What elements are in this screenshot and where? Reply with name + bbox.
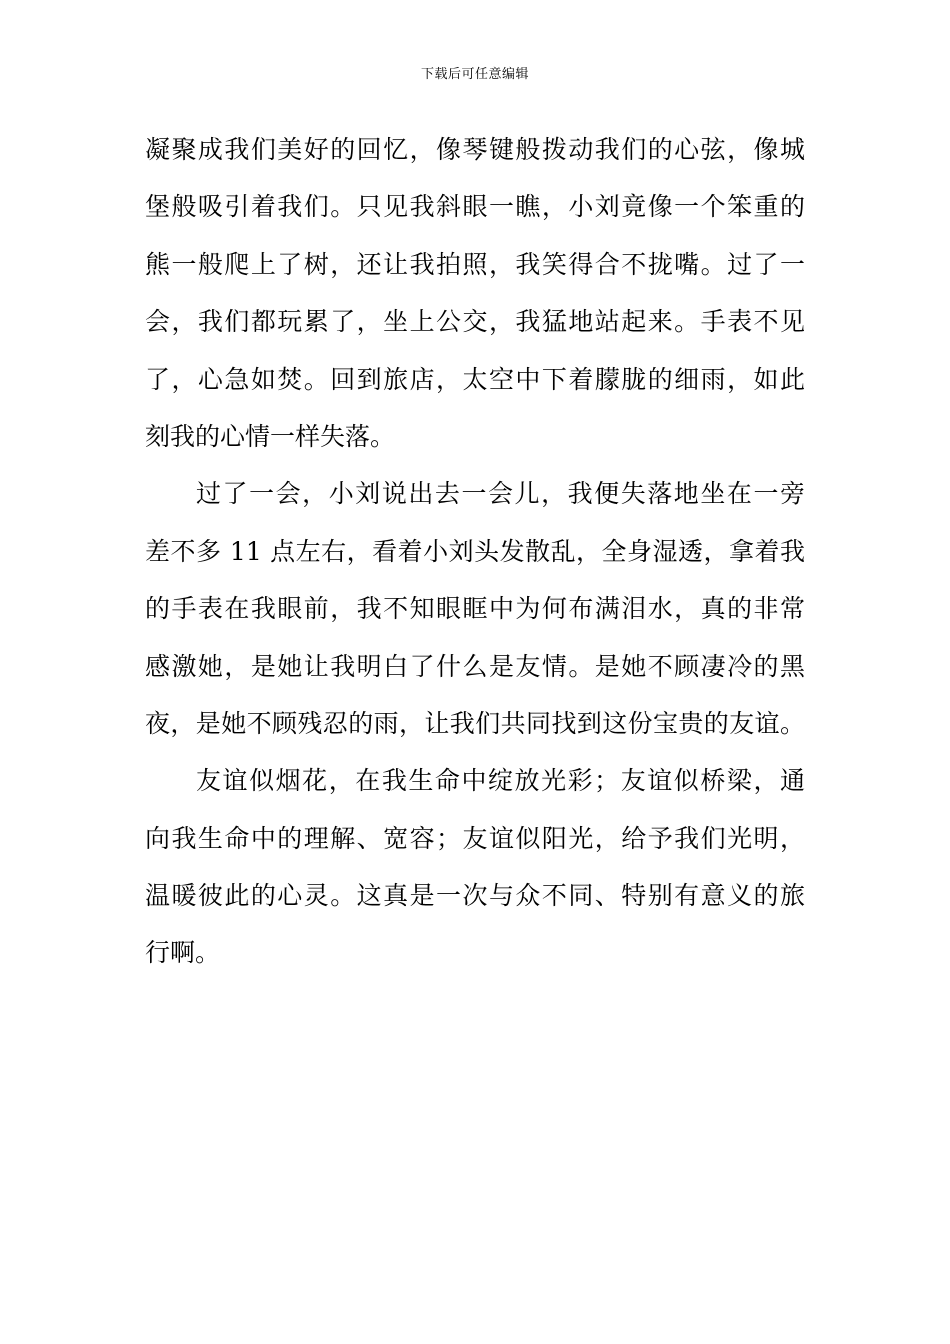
text-line: 向我生命中的理解、宽容；友谊似阳光，给予我们光明，	[145, 823, 805, 853]
text-line: 了，心急如焚。回到旅店，太空中下着朦胧的细雨，如此	[145, 364, 805, 394]
text-line: 会，我们都玩累了，坐上公交，我猛地站起来。手表不见	[145, 307, 805, 337]
text-line: 感激她，是她让我明白了什么是友情。是她不顾凄冷的黑	[145, 651, 805, 681]
page-header: 下载后可任意编辑	[420, 67, 529, 82]
text-line: 友谊似烟花，在我生命中绽放光彩；友谊似桥梁，通	[196, 766, 805, 796]
document-body	[145, 130, 805, 991]
text-line: 堡般吸引着我们。只见我斜眼一瞧，小刘竟像一个笨重的	[145, 192, 805, 222]
paragraph	[145, 474, 805, 761]
text-line: 刻我的心情一样失落。	[145, 421, 396, 451]
paragraph	[145, 130, 805, 474]
text-line: 熊一般爬上了树，还让我拍照，我笑得合不拢嘴。过了一	[145, 249, 805, 279]
text-line: 差不多 11 点左右，看着小刘头发散乱，全身湿透，拿着我	[145, 536, 805, 566]
paragraph	[145, 761, 805, 991]
text-line: 的手表在我眼前，我不知眼眶中为何布满泪水，真的非常	[145, 594, 805, 624]
text-line: 行啊。	[145, 938, 221, 968]
text-line: 凝聚成我们美好的回忆，像琴键般拨动我们的心弦，像城	[145, 135, 805, 164]
text-line: 温暖彼此的心灵。这真是一次与众不同、特别有意义的旅	[145, 881, 805, 911]
text-line: 过了一会，小刘说出去一会儿，我便失落地坐在一旁	[196, 479, 805, 509]
text-line: 夜，是她不顾残忍的雨，让我们共同找到这份宝贵的友谊。	[145, 708, 805, 738]
